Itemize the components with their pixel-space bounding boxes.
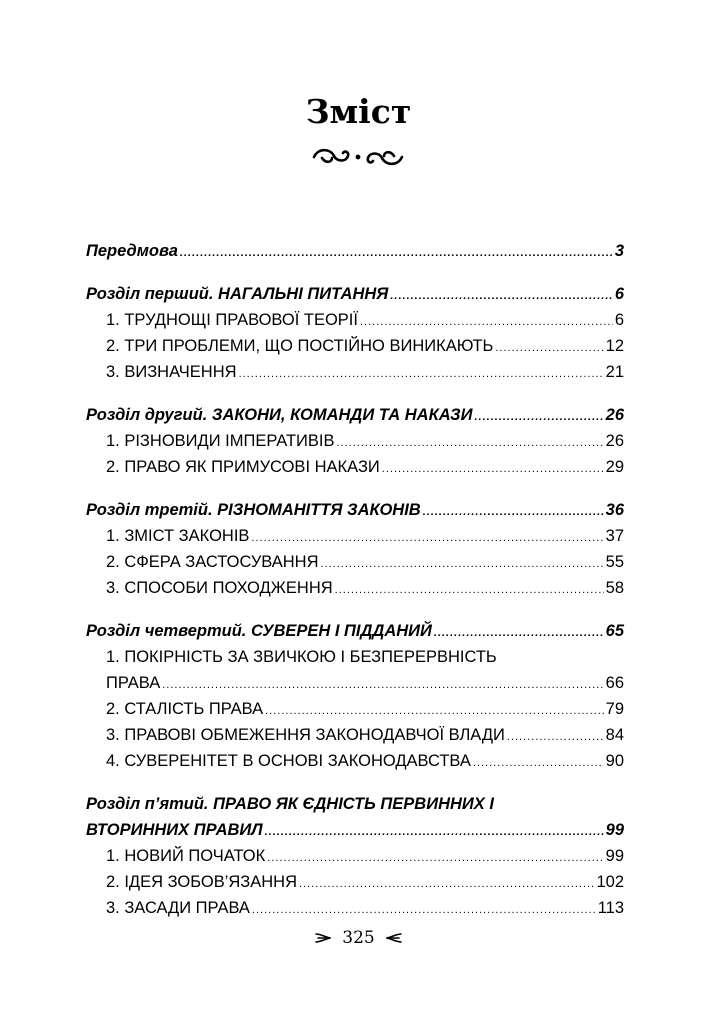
- section-gap: [86, 601, 624, 618]
- toc-entry-title: Розділ третій. РІЗНОМАНІТТЯ ЗАКОНІВ: [86, 501, 421, 519]
- toc-subsection-entry[interactable]: [86, 722, 624, 748]
- toc-entry-page: 6: [614, 285, 624, 303]
- toc-entry-title: 4. СУВЕРЕНІТЕТ В ОСНОВІ ЗАКОНОДАВСТВА: [106, 752, 471, 770]
- dot-leader: [423, 499, 604, 525]
- toc-subsection-entry[interactable]: [86, 549, 624, 575]
- toc-entry-title: 1. ТРУДНОЩІ ПРАВОВОЇ ТЕОРІЇ: [106, 311, 358, 329]
- toc-subsection-entry[interactable]: [86, 895, 624, 921]
- toc-entry-title: 2. ІДЕЯ ЗОБОВ’ЯЗАННЯ: [106, 873, 298, 891]
- section-gap: [86, 385, 624, 402]
- flourish-ornament-icon: [308, 144, 408, 170]
- toc-chapter-entry[interactable]: [86, 817, 624, 843]
- dot-leader: [252, 897, 596, 923]
- toc-entry-page: 99: [605, 847, 624, 865]
- toc-entry-page: 6: [614, 311, 624, 329]
- page-title: Зміст: [305, 92, 412, 131]
- dot-leader: [495, 335, 603, 361]
- dot-leader: [360, 309, 613, 335]
- dot-leader: [251, 525, 603, 551]
- dot-leader: [162, 672, 603, 698]
- toc-entry-page: 21: [605, 363, 624, 381]
- toc-subsection-line: 1. ПОКІРНІСТЬ ЗА ЗВИЧКОЮ І БЕЗПЕРЕРВНІСТЬ: [106, 648, 497, 666]
- toc-subsection-entry[interactable]: [86, 359, 624, 385]
- toc-entry-page: 84: [605, 726, 624, 744]
- dot-leader: [382, 456, 604, 482]
- dot-leader: [507, 724, 604, 750]
- toc-entry-title: Передмова: [86, 242, 178, 260]
- toc-subsection-entry[interactable]: [86, 575, 624, 601]
- dot-leader: [267, 845, 603, 871]
- toc-subsection-entry[interactable]: [86, 869, 624, 895]
- toc-entry-title: 1. НОВИЙ ПОЧАТОК: [106, 847, 266, 865]
- toc-entry-page: 37: [605, 527, 624, 545]
- toc-entry-title: 3. СПОСОБИ ПОХОДЖЕННЯ: [106, 579, 333, 597]
- toc-entry-title: Розділ четвертий. СУВЕРЕН І ПІДДАНИЙ: [86, 622, 432, 640]
- toc-entry-title: 1. РІЗНОВИДИ ІМПЕРАТИВІВ: [106, 432, 335, 450]
- toc-entry-page: 29: [605, 458, 624, 476]
- left-ornament-icon: [314, 932, 332, 944]
- section-gap: [86, 774, 624, 791]
- toc-subsection-entry[interactable]: [86, 843, 624, 869]
- toc-chapter-entry[interactable]: [86, 238, 624, 264]
- toc-entry-page: 3: [614, 242, 624, 260]
- toc-subsection-entry[interactable]: [86, 670, 624, 696]
- toc-entry-title: ВТОРИННИХ ПРАВИЛ: [86, 821, 263, 839]
- toc-subsection-entry[interactable]: [86, 696, 624, 722]
- toc-chapter-entry[interactable]: [86, 618, 624, 644]
- toc-entry-page: 79: [605, 700, 624, 718]
- toc-entry-title: 1. ЗМІСТ ЗАКОНІВ: [106, 527, 250, 545]
- toc-entry-page: 113: [597, 899, 624, 917]
- toc-entry-title: 2. СФЕРА ЗАСТОСУВАННЯ: [106, 553, 319, 571]
- toc-entry-title: 3. ПРАВОВІ ОБМЕЖЕННЯ ЗАКОНОДАВЧОЇ ВЛАДИ: [106, 726, 505, 744]
- toc-entry-title: 3. ЗАСАДИ ПРАВА: [106, 899, 250, 917]
- toc-entry-page: 65: [605, 622, 624, 640]
- toc-entry-title: 3. ВИЗНАЧЕННЯ: [106, 363, 237, 381]
- toc-chapter-entry[interactable]: [86, 402, 624, 428]
- dot-leader: [299, 871, 594, 897]
- dot-leader: [265, 698, 604, 724]
- toc-subsection-entry[interactable]: [86, 454, 624, 480]
- toc-subsection-entry[interactable]: [86, 748, 624, 774]
- toc-entry-page: 90: [605, 752, 624, 770]
- toc-chapter-entry[interactable]: [86, 497, 624, 523]
- toc-entry-page: 36: [605, 501, 624, 519]
- toc-subsection-entry[interactable]: [86, 333, 624, 359]
- dot-leader: [474, 404, 603, 430]
- dot-leader: [321, 551, 604, 577]
- toc-entry-page: 58: [605, 579, 624, 597]
- section-gap: [86, 264, 624, 281]
- toc-chapter-entry[interactable]: [86, 281, 624, 307]
- toc-entry-page: 66: [605, 674, 624, 692]
- page-footer: [0, 928, 717, 948]
- toc-entry-title: ПРАВА: [106, 674, 161, 692]
- dot-leader: [180, 240, 613, 266]
- toc-subsection-entry[interactable]: [86, 523, 624, 549]
- dot-leader: [265, 819, 604, 845]
- dot-leader: [239, 361, 604, 387]
- section-gap: [86, 480, 624, 497]
- toc-entry-title: 2. СТАЛІСТЬ ПРАВА: [106, 700, 264, 718]
- toc-entry-title: Розділ другий. ЗАКОНИ, КОМАНДИ ТА НАКАЗИ: [86, 406, 473, 424]
- toc-entry-page: 99: [605, 821, 624, 839]
- dot-leader: [473, 750, 604, 776]
- toc-entry-page: 102: [596, 873, 624, 891]
- page-number: 325: [342, 928, 375, 948]
- table-of-contents: [86, 238, 624, 921]
- toc-subsection-entry[interactable]: [86, 307, 624, 333]
- toc-chapter-line: Розділ п’ятий. ПРАВО ЯК ЄДНІСТЬ ПЕРВИННИХ І: [86, 795, 494, 813]
- toc-entry-page: 12: [605, 337, 624, 355]
- dot-leader: [335, 577, 604, 603]
- toc-entry-title: 2. ТРИ ПРОБЛЕМИ, ЩО ПОСТІЙНО ВИНИКАЮТЬ: [106, 337, 494, 355]
- dot-leader: [434, 620, 604, 646]
- toc-entry-page: 26: [605, 406, 624, 424]
- toc-entry-title: Розділ перший. НАГАЛЬНІ ПИТАННЯ: [86, 285, 389, 303]
- toc-entry-page: 55: [605, 553, 624, 571]
- toc-subsection-entry[interactable]: [86, 428, 624, 454]
- toc-entry-page: 26: [605, 432, 624, 450]
- dot-leader: [390, 283, 612, 309]
- right-ornament-icon: [385, 932, 403, 944]
- dot-leader: [336, 430, 603, 456]
- toc-entry-title: 2. ПРАВО ЯК ПРИМУСОВІ НАКАЗИ: [106, 458, 380, 476]
